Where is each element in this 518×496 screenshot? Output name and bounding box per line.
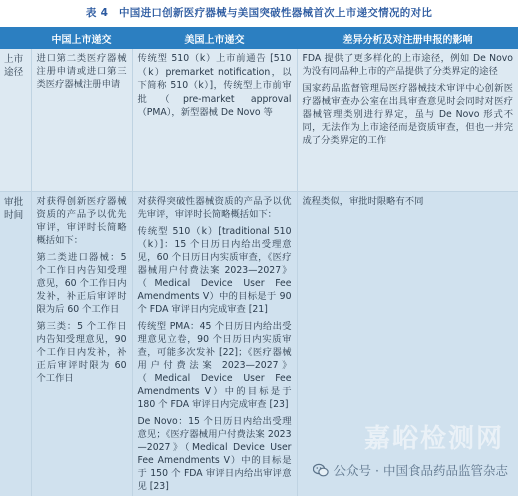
header-empty (0, 27, 31, 49)
wechat-prefix: 公众号 (333, 463, 371, 478)
cell-paragraph: 传统型 510（k）上市前通告 [510（k）premarket notification，以下简称 510（k）]，传统型上市前审批（pre-market approval（PMA），新型器械 De Novo 等 (137, 53, 292, 118)
wechat-account-watermark (313, 461, 508, 479)
row-label-review-time: 审批时间 (0, 191, 31, 496)
cell-us-review-time (132, 191, 297, 496)
cell-paragraph: FDA 提供了更多样化的上市途径，例如 De Novo 为没有同品种上市的产品提供了分类界定的途径 (302, 53, 513, 77)
wechat-icon (313, 463, 329, 477)
watermark-text: 嘉峪检测网 (363, 424, 504, 454)
row-label-market-route: 上市途径 (0, 49, 31, 191)
cell-paragraph: 第三类：5 个工作日内告知受理意见，90 个工作日内发补，补正后审评时限为 60 个工作日 (36, 320, 127, 384)
cell-paragraph: 对获得创新医疗器械资质的产品予以优先审评，审评时长简略概括如下： (36, 195, 127, 246)
header-china-submission: 中国上市递交 (31, 27, 132, 49)
cell-paragraph: 进口第二类医疗器械注册申请或进口第三类医疗器械注册申请 (36, 53, 127, 90)
cell-paragraph: 传统型 510（k）[traditional 510（k）]：15 个日历日内给出受理意见，60 个日历日内实质审查，《医疗器械用户付费法案 2023—2027》（Medical Device User Fee Amendments V）中的目标是于 90 个 FDA 审评日内完成审查 [21] (137, 225, 292, 315)
cell-diff-market-route (297, 49, 518, 191)
cell-paragraph: 第二类进口器械：5 个工作日内告知受理意见，60 个工作日内发补，补正后审评时限为后 60 个工作日 (36, 251, 127, 315)
cell-us-market-route (132, 49, 297, 191)
cell-paragraph: 对获得突破性器械资质的产品予以优先审评，审评时长简略概括如下： (137, 195, 292, 220)
table-row (0, 49, 518, 191)
table-caption: 表 4 中国进口创新医疗器械与美国突破性器械首次上市递交情况的对比 (0, 0, 518, 27)
separator-dot: · (375, 462, 379, 478)
cell-cn-review-time (31, 191, 132, 496)
cell-cn-market-route (31, 49, 132, 191)
header-difference-analysis: 差异分析及对注册申报的影响 (297, 27, 518, 49)
table-header-row (0, 27, 518, 49)
cell-paragraph: De Novo：15 个日历日内给出受理意见；《医疗器械用户付费法案 2023—2027》（Medical Device User Fee Amendments V）中的目标是于 150 个 FDA 审评日内给出审评意见 [23] (137, 415, 292, 492)
cell-paragraph: 国家药品监督管理局医疗器械技术审评中心创新医疗器械审查办公室在出具审查意见时会同时对医疗器械管理类别进行界定，虽与 De Novo 形式不同，无法作为上市途径而是资质审查，但也一并完成了分类界定的工作 (302, 83, 513, 146)
header-us-submission: 美国上市递交 (132, 27, 297, 49)
cell-paragraph: 流程类似，审批时限略有不同 (302, 195, 424, 207)
wechat-account-name: 中国食品药品监管杂志 (382, 463, 508, 478)
cell-paragraph: 传统型 PMA：45 个日历日内给出受理意见立卷，90 个日历日内实质审查，可能多次发补 [22]；《医疗器械用户付费法案 2023—2027》（Medical Device User Fee Amendments V）中的目标是于 180 个 FDA 审评日内完成审查 [23] (137, 320, 292, 410)
